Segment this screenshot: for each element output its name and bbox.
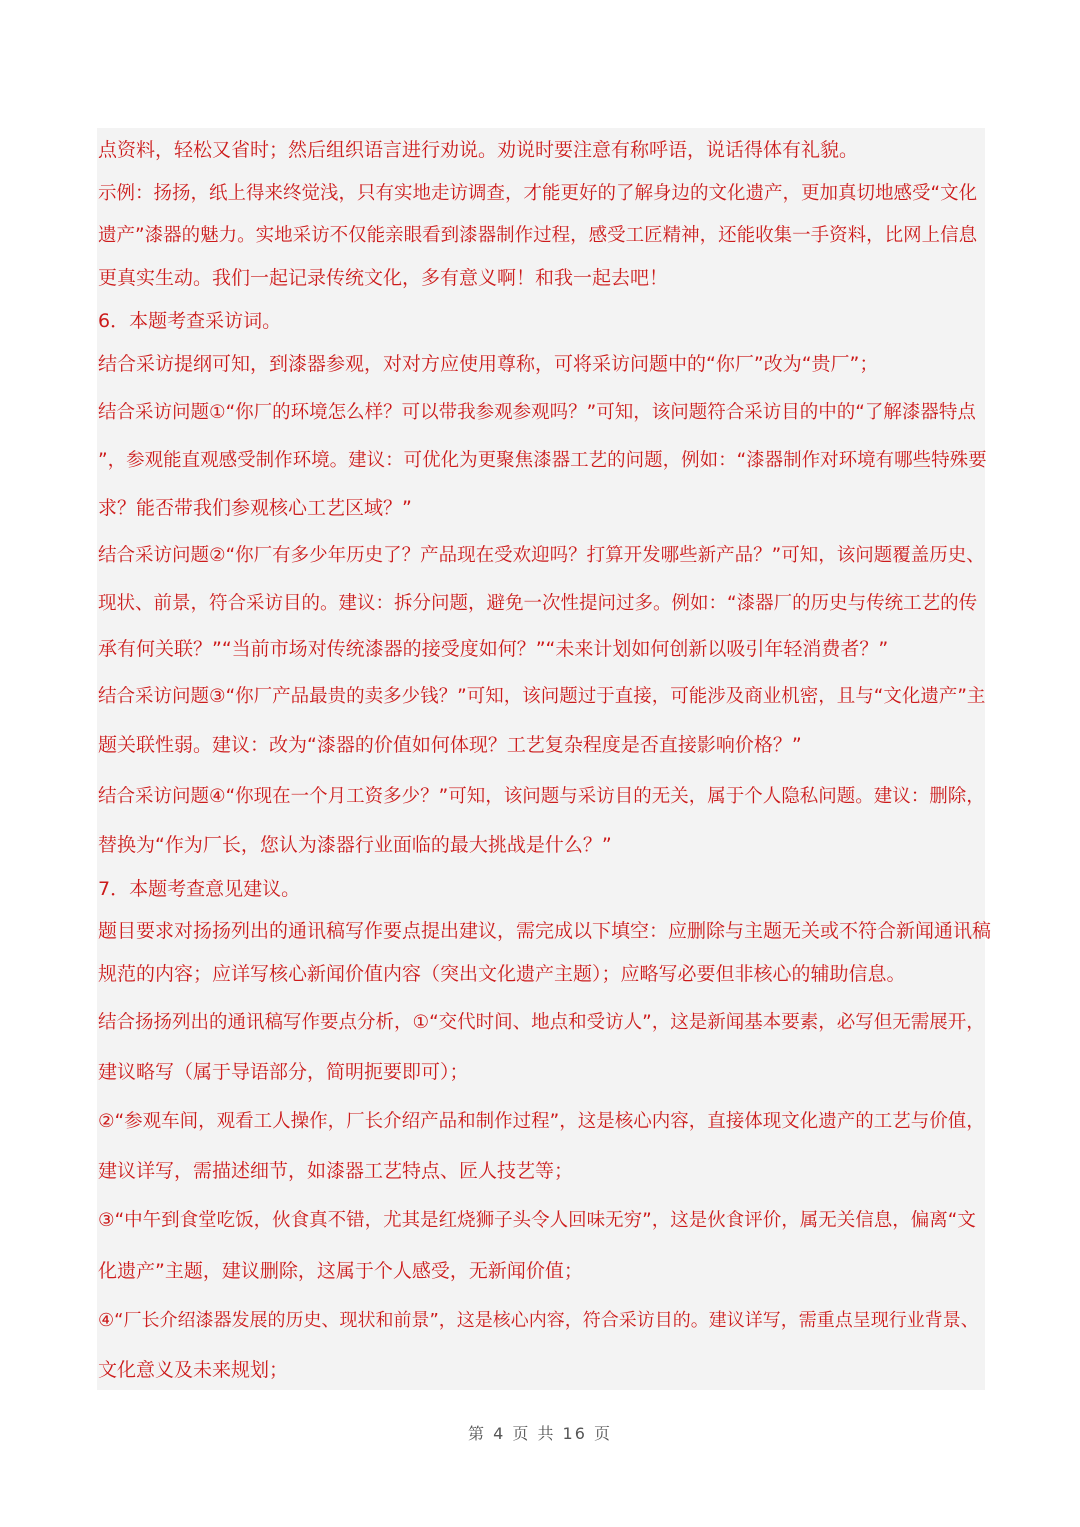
text-line-3: 遗产”漆器的魅力。实地采访不仅能亲眼看到漆器制作过程，感受工匠精神，还能收集一手资料，比网上信息 [98,225,978,246]
text-line-13: 结合采访问题③“你厂产品最贵的卖多少钱？”可知，该问题过于直接，可能涉及商业机密，且与“文化遗产”主 [98,686,986,707]
text-line-10: 结合采访问题②“你厂有多少年历史了？产品现在受欢迎吗？打算开发哪些新产品？”可知，该问题覆盖历史、 [98,545,985,566]
text-line-19: 规范的内容；应详写核心新闻价值内容（突出文化遗产主题）；应略写必要但非核心的辅助信息。 [98,963,906,985]
text-line-23: 建议详写，需描述细节，如漆器工艺特点、匠人技艺等； [98,1160,574,1182]
text-line-17: 7．本题考查意见建议。 [98,878,301,900]
text-line-8: ”，参观能直观感受制作环境。建议：可优化为更聚焦漆器工艺的问题，例如：“漆器制作对环境有哪些特殊要 [98,450,987,471]
text-line-2: 示例：扬扬，纸上得来终觉浅，只有实地走访调查，才能更好的了解身边的文化遗产，更加真切地感受“文化 [98,183,978,204]
text-line-26: ④“厂长介绍漆器发展的历史、现状和前景”，这是核心内容，符合采访目的。建议详写，需重点呈现行业背景、 [98,1310,979,1331]
text-line-5: 6．本题考查采访词。 [98,310,282,332]
text-line-11: 现状、前景，符合采访目的。建议：拆分问题，避免一次性提问过多。例如：“漆器厂的历史与传统工艺的传 [98,593,978,614]
text-line-18: 题目要求对扬扬列出的通讯稿写作要点提出建议，需完成以下填空：应删除与主题无关或不符合新闻通讯稿 [98,920,992,942]
text-line-21: 建议略写（属于导语部分，简明扼要即可）； [98,1061,469,1083]
text-line-25: 化遗产”主题，建议删除，这属于个人感受，无新闻价值； [98,1260,583,1282]
text-line-4: 更真实生动。我们一起记录传统文化，多有意义啊！和我一起去吧！ [98,267,669,289]
text-line-20: 结合扬扬列出的通讯稿写作要点分析，①“交代时间、地点和受访人”，这是新闻基本要素，必写但无需展开， [98,1012,985,1033]
text-line-12: 承有何关联？”“当前市场对传统漆器的接受度如何？”“未来计划如何创新以吸引年轻消费者？” [98,638,889,660]
text-line-15: 结合采访问题④“你现在一个月工资多少？”可知，该问题与采访目的无关，属于个人隐私问题。建议：删除， [98,786,985,807]
page-number-footer: 第 4 页 共 16 页 [468,1424,612,1443]
text-line-16: 替换为“作为厂长，您认为漆器行业面临的最大挑战是什么？” [98,834,612,856]
text-line-22: ②“参观车间，观看工人操作，厂长介绍产品和制作过程”，这是核心内容，直接体现文化遗产的工艺与价值， [98,1111,985,1132]
text-line-1: 点资料，轻松又省时；然后组织语言进行劝说。劝说时要注意有称呼语，说话得体有礼貌。 [98,139,859,161]
text-line-7: 结合采访问题①“你厂的环境怎么样？可以带我参观参观吗？”可知，该问题符合采访目的中的“了解漆器特点 [98,402,976,423]
text-line-14: 题关联性弱。建议：改为“漆器的价值如何体现？工艺复杂程度是否直接影响价格？” [98,734,802,756]
text-line-6: 结合采访提纲可知，到漆器参观，对对方应使用尊称，可将采访问题中的“你厂”改为“贵厂”； [98,353,879,375]
text-line-27: 文化意义及未来规划； [98,1359,289,1381]
text-line-9: 求？能否带我们参观核心工艺区域？” [98,497,412,519]
text-line-24: ③“中午到食堂吃饭，伙食真不错，尤其是红烧狮子头令人回味无穷”，这是伙食评价，属无关信息，偏离“文 [98,1210,976,1231]
